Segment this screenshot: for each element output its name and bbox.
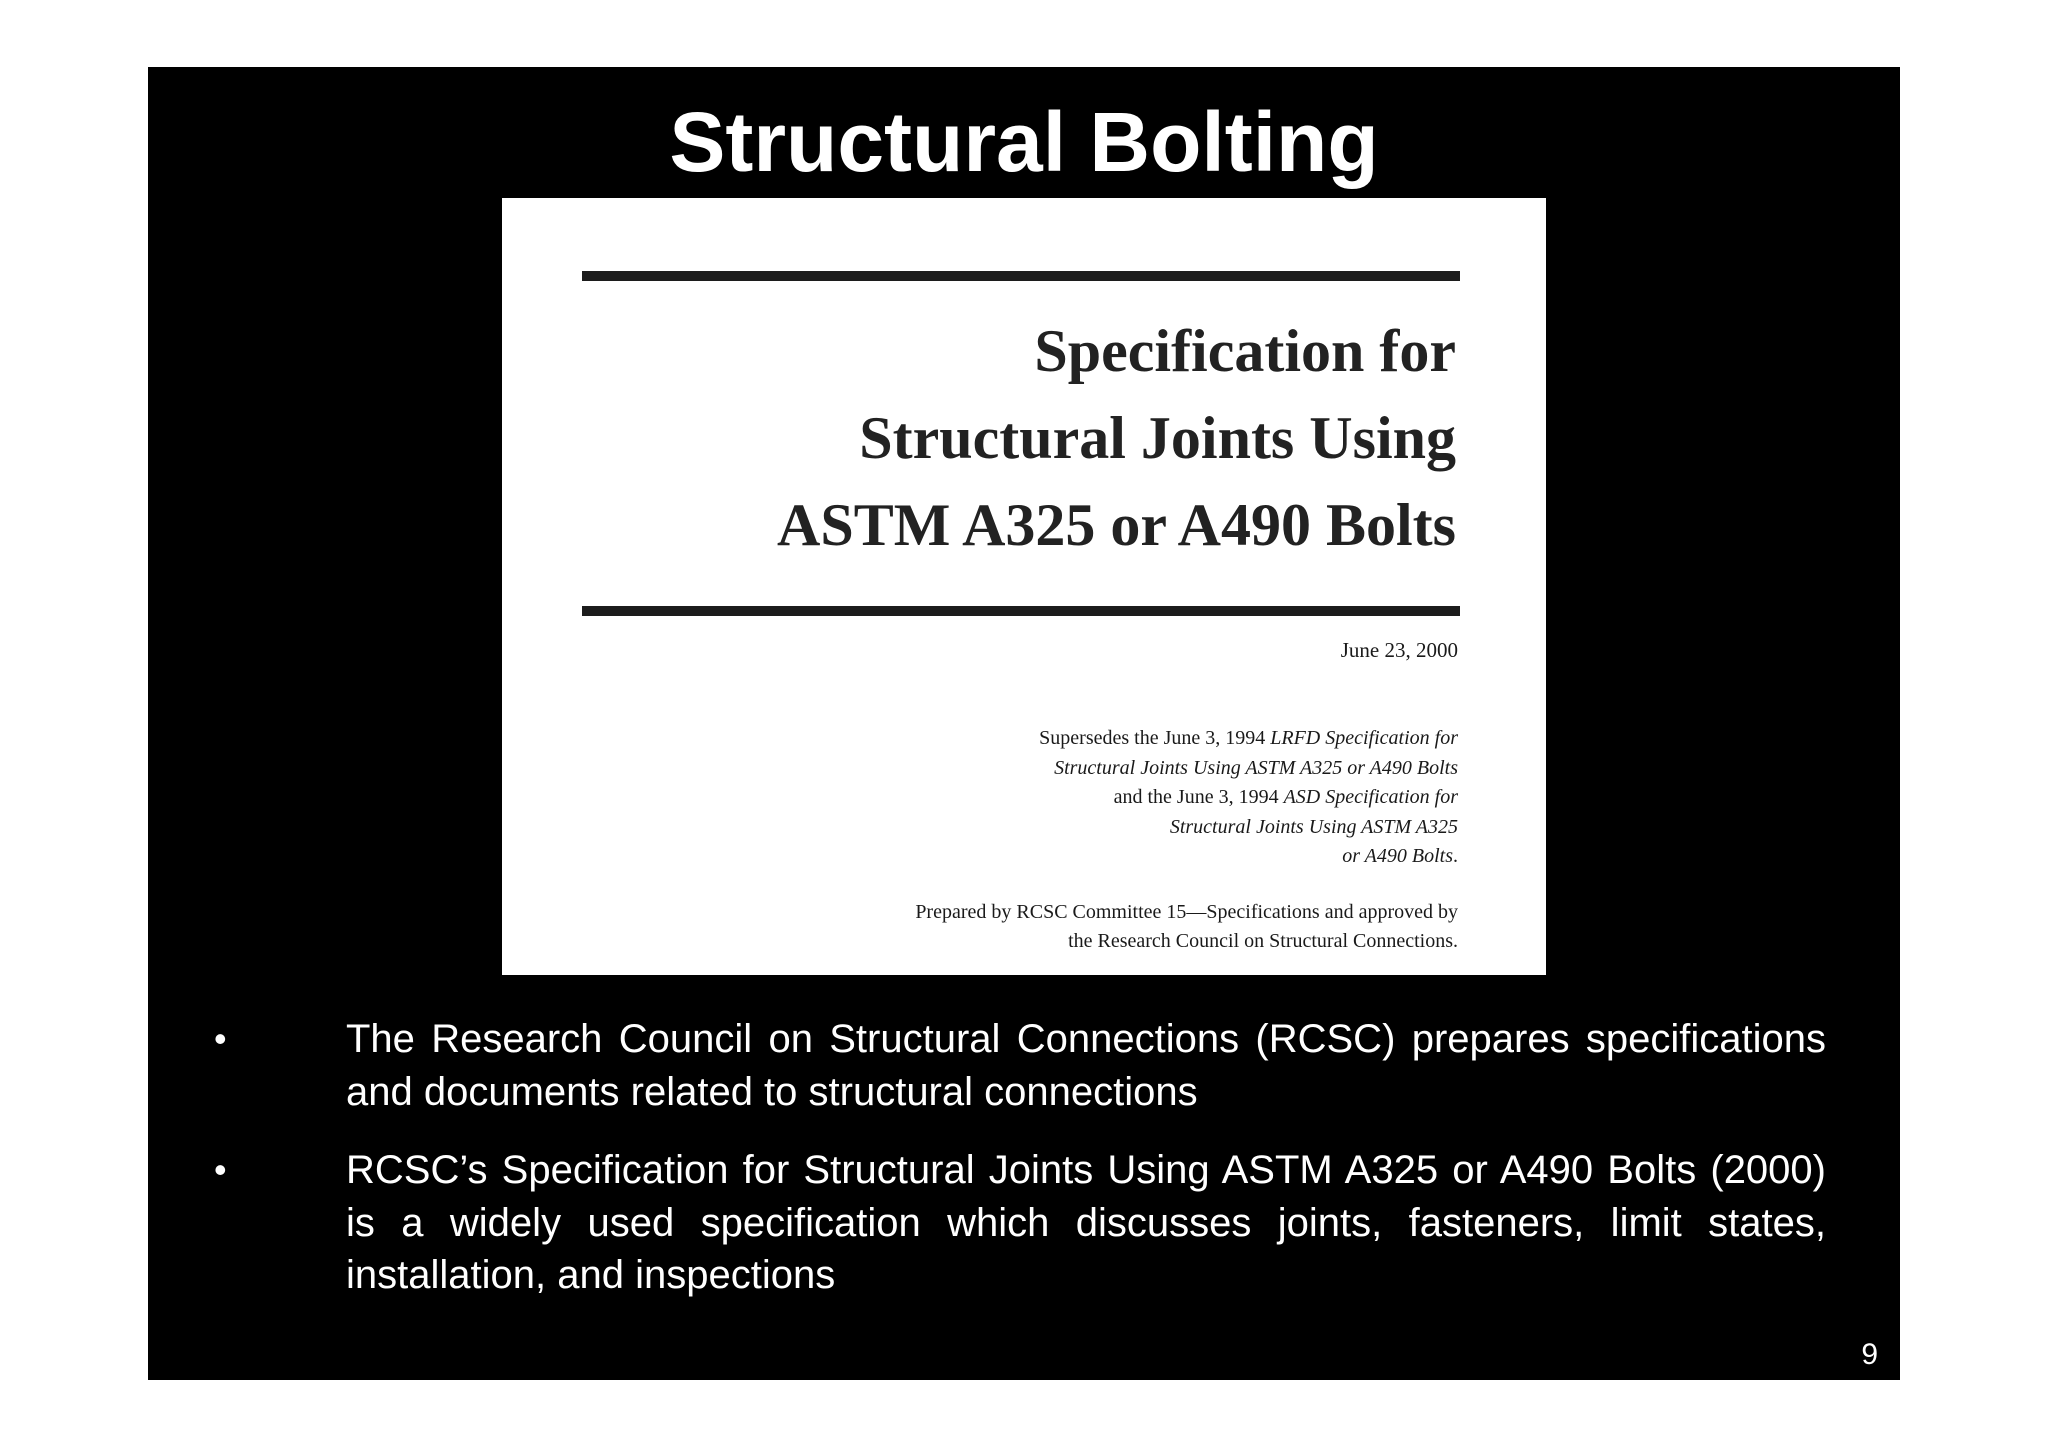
cover-heading bbox=[777, 308, 1456, 569]
cover-heading-line: ASTM A325 or A490 Bolts bbox=[777, 492, 1456, 558]
bullet-marker: • bbox=[214, 1018, 227, 1059]
bullet-text: RCSC’s Specification for Structural Joints Using ASTM A325 or A490 Bolts (2000) is a widely used specification which discusses joints, fasteners, limit states, installation, and inspections bbox=[346, 1148, 1826, 1297]
supersedes-line: Structural Joints Using ASTM A325 or A490 Bolts bbox=[1054, 756, 1458, 779]
slide bbox=[148, 67, 1900, 1380]
cover-heading-line: Structural Joints Using bbox=[859, 405, 1456, 471]
bullet-text: The Research Council on Structural Connections (RCSC) prepares specifications and documents related to structural connections bbox=[346, 1017, 1826, 1114]
cover-top-rule bbox=[582, 271, 1460, 281]
cover-heading-line: Specification for bbox=[1034, 318, 1456, 384]
prepared-line: Prepared by RCSC Committee 15—Specifications and approved by bbox=[915, 901, 1458, 923]
bullet-item bbox=[214, 1144, 1826, 1302]
cover-bottom-rule bbox=[582, 606, 1460, 616]
supersedes-line: or A490 Bolts. bbox=[1342, 845, 1458, 867]
cover-prepared-by bbox=[915, 898, 1458, 956]
cover-date: June 23, 2000 bbox=[1340, 638, 1458, 662]
supersedes-line: Supersedes the June 3, 1994 LRFD Specification for bbox=[1039, 727, 1458, 749]
bullet-marker: • bbox=[214, 1149, 227, 1190]
bullet-item bbox=[214, 1013, 1826, 1118]
cover-supersedes-note bbox=[1039, 724, 1458, 872]
prepared-line: the Research Council on Structural Connections. bbox=[1068, 930, 1458, 952]
bullet-list bbox=[214, 1013, 1826, 1328]
specification-cover-image bbox=[502, 198, 1546, 975]
supersedes-line: and the June 3, 1994 ASD Specification for bbox=[1113, 786, 1458, 808]
slide-title: Structural Bolting bbox=[669, 95, 1379, 189]
supersedes-line: Structural Joints Using ASTM A325 bbox=[1169, 815, 1458, 838]
page-number: 9 bbox=[1861, 1338, 1878, 1371]
